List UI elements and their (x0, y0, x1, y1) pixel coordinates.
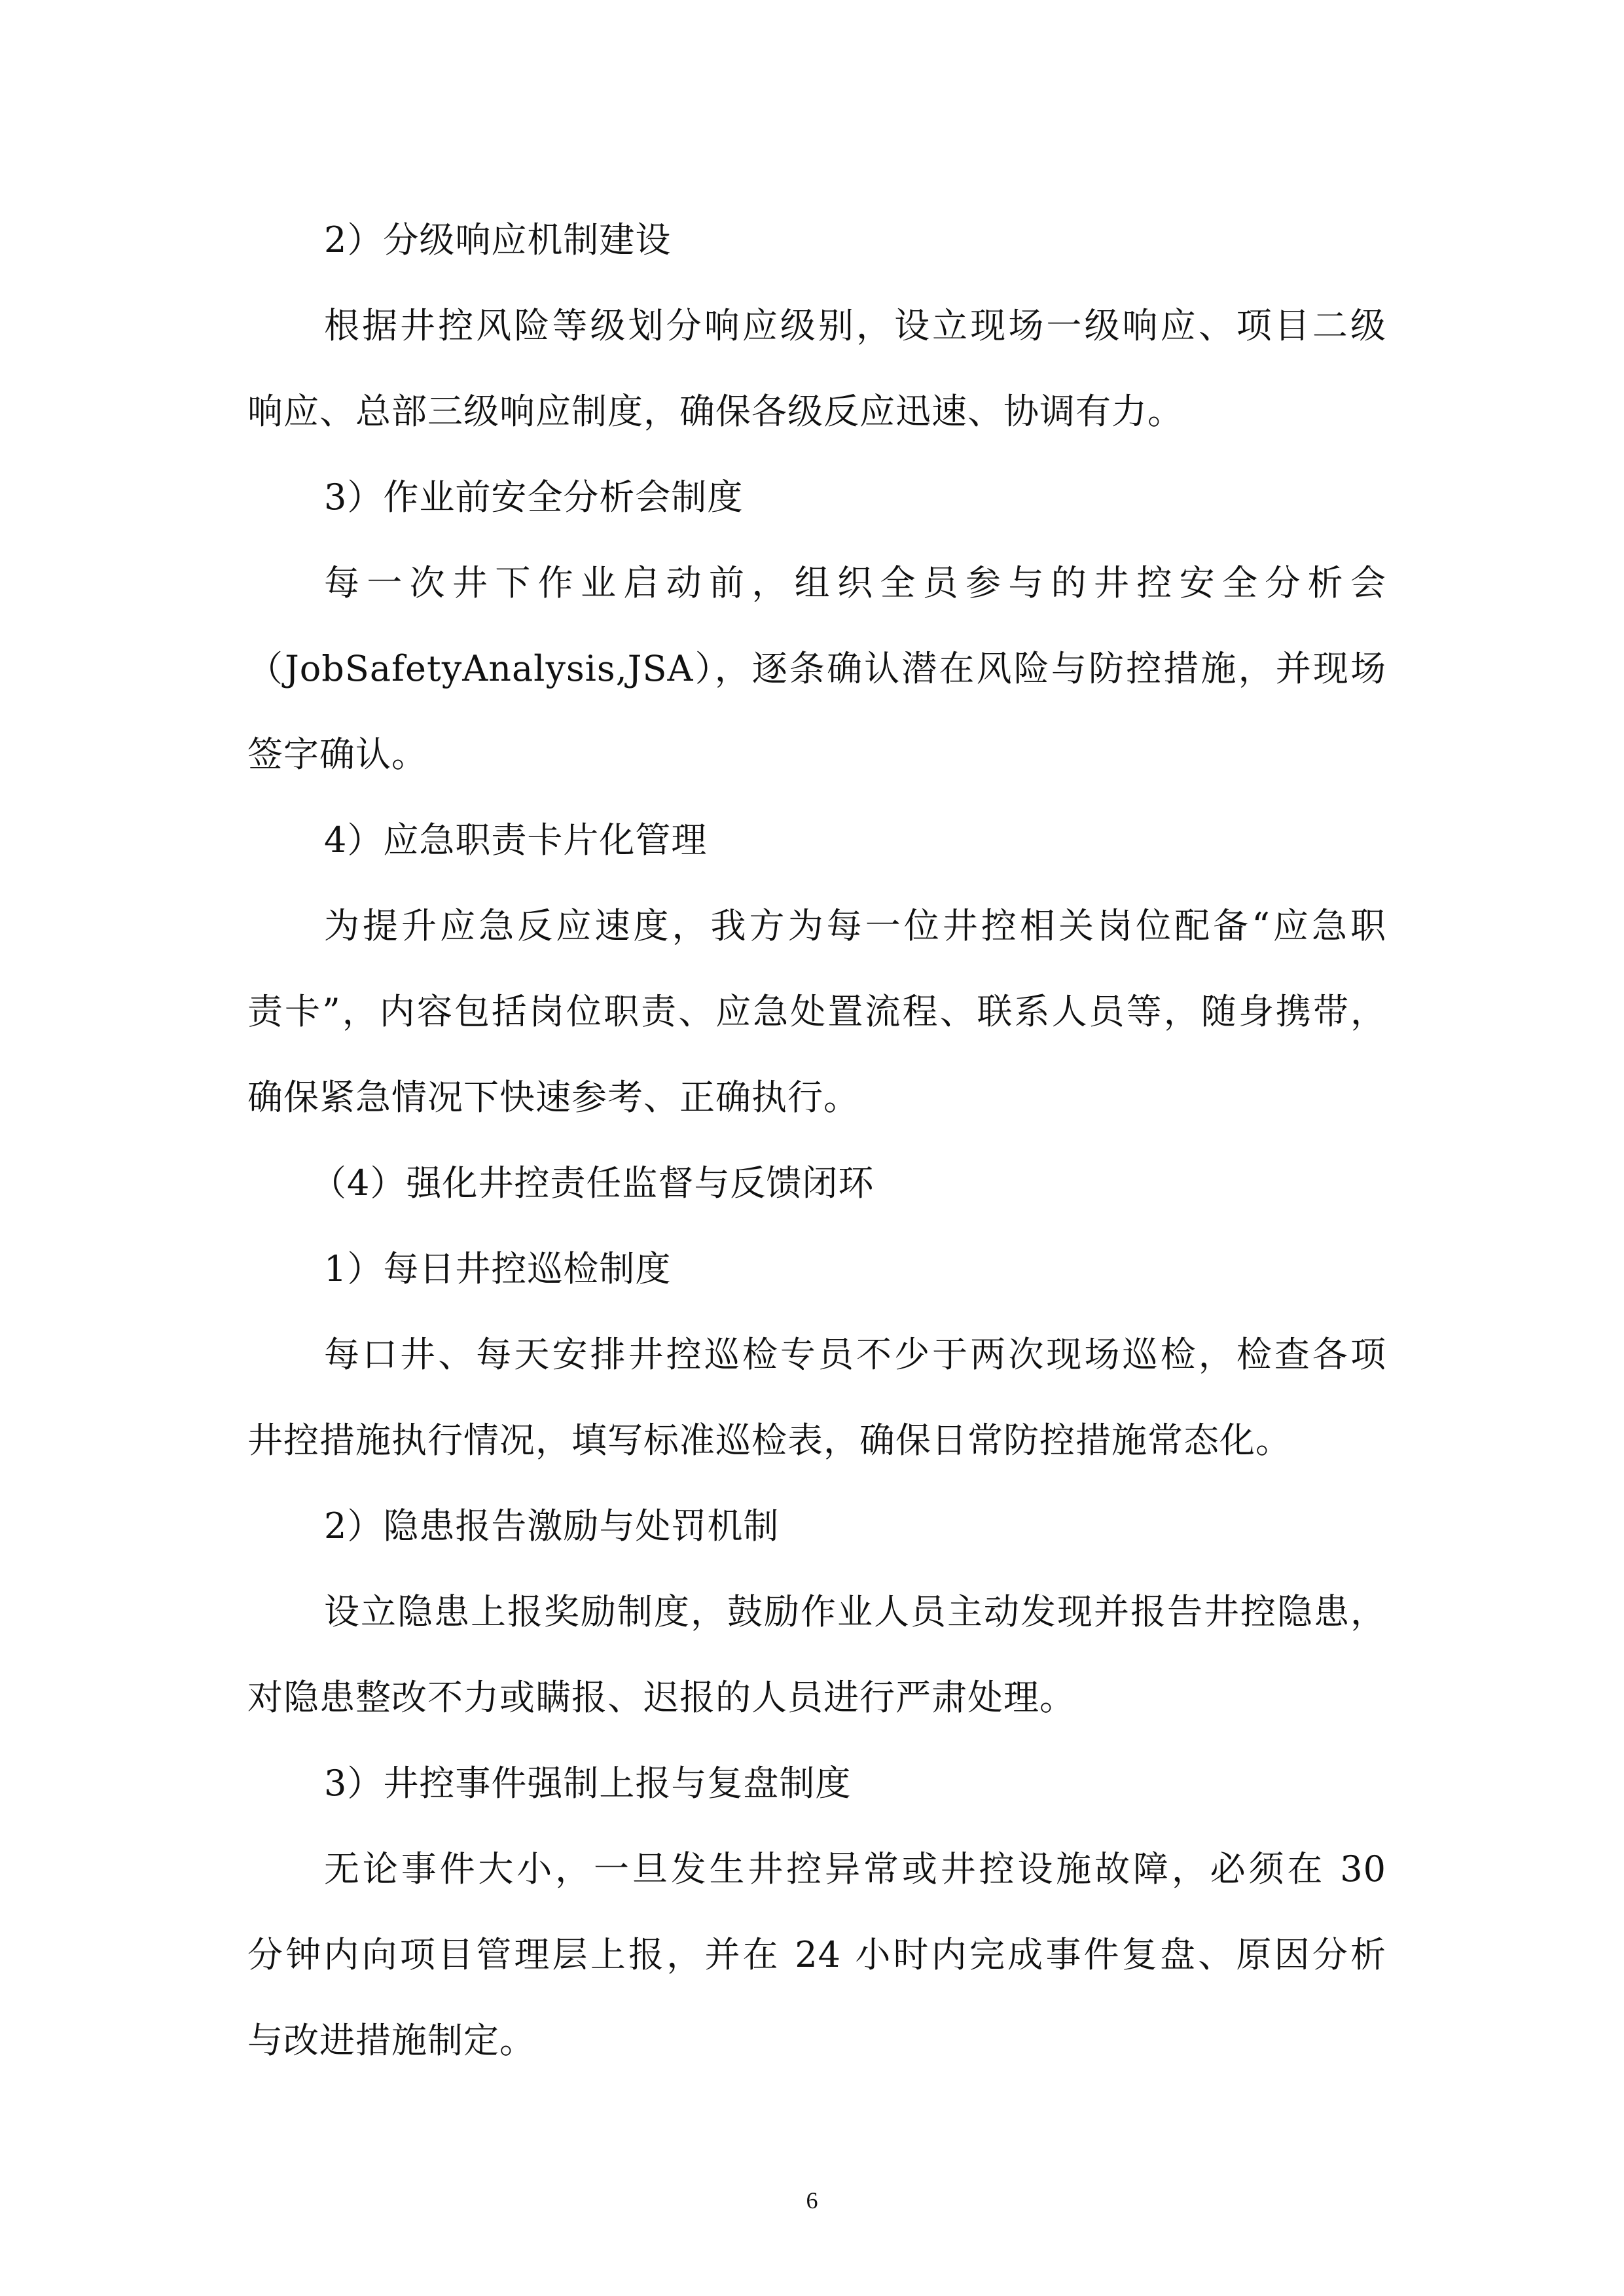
paragraph-line: 根据井控风险等级划分响应级别，设立现场一级响应、项目二级 (324, 305, 1386, 346)
paragraph-line: 分钟内向项目管理层上报，并在 24 小时内完成事件复盘、原因分析 (247, 1934, 1386, 1975)
paragraph-line: 设立隐患上报奖励制度，鼓励作业人员主动发现并报告井控隐患， (324, 1591, 1386, 1632)
heading-daily-inspection: 1）每日井控巡检制度 (324, 1248, 672, 1289)
paragraph-line: 响应、总部三级响应制度，确保各级反应迅速、协调有力。 (247, 391, 1183, 432)
paragraph-line: 签字确认。 (247, 734, 427, 775)
paragraph-line: （JobSafetyAnalysis,JSA），逐条确认潜在风险与防控措施，并现场 (247, 648, 1386, 689)
heading-hazard-reporting: 2）隐患报告激励与处罚机制 (324, 1505, 780, 1547)
paragraph-line: 井控措施执行情况，填写标准巡检表，确保日常防控措施常态化。 (247, 1420, 1291, 1461)
paragraph-line: 每口井、每天安排井控巡检专员不少于两次现场巡检，检查各项 (324, 1334, 1386, 1375)
page-number: 6 (806, 2187, 818, 2214)
paragraph-line: 与改进措施制定。 (247, 2020, 535, 2061)
paragraph-line: 无论事件大小，一旦发生井控异常或井控设施故障，必须在 30 (324, 1848, 1386, 1890)
paragraph-line: 对隐患整改不力或瞒报、迟报的人员进行严肃处理。 (247, 1677, 1075, 1718)
heading-duty-cards: 4）应急职责卡片化管理 (324, 819, 708, 861)
heading-jsa-meeting: 3）作业前安全分析会制度 (324, 476, 744, 518)
paragraph-line: 每一次井下作业启动前，组织全员参与的井控安全分析会 (324, 562, 1386, 603)
section-heading: （4）强化井控责任监督与反馈闭环 (311, 1162, 875, 1204)
paragraph-line: 为提升应急反应速度，我方为每一位井控相关岗位配备“应急职 (324, 905, 1386, 946)
paragraph-line: 确保紧急情况下快速参考、正确执行。 (247, 1077, 859, 1118)
heading-tiered-response: 2）分级响应机制建设 (324, 219, 672, 260)
paragraph-line: 责卡”，内容包括岗位职责、应急处置流程、联系人员等，随身携带， (247, 991, 1386, 1032)
heading-incident-review: 3）井控事件强制上报与复盘制度 (324, 1763, 852, 1804)
